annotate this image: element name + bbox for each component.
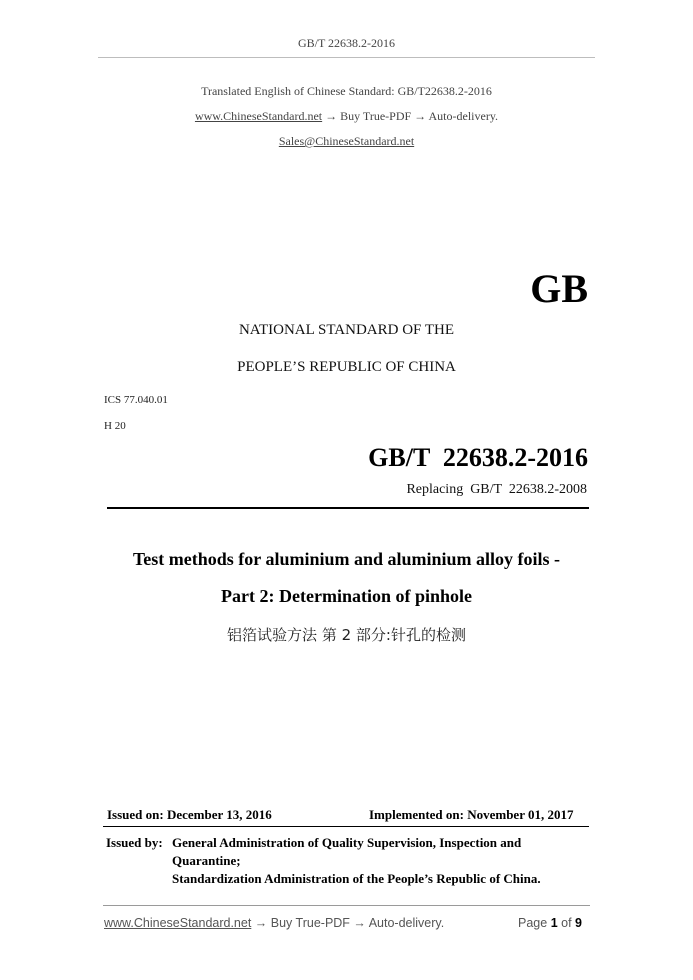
title-divider	[107, 507, 589, 509]
title-line-2: Part 2: Determination of pinhole	[221, 586, 472, 606]
replacing-note: Replacing GB/T 22638.2-2008	[406, 482, 587, 497]
issued-on-date: Issued on: December 13, 2016	[107, 807, 272, 822]
running-header-title: GB/T 22638.2-2016	[297, 36, 396, 50]
page-total: 9	[575, 916, 582, 930]
sales-email-line	[0, 134, 693, 149]
page-of: of	[561, 916, 572, 930]
issuer-line-1: General Administration of Quality Supervision, Inspection and	[172, 835, 522, 850]
ccs-code: H 20	[104, 420, 126, 432]
national-standard-line1: NATIONAL STANDARD OF THE	[238, 322, 455, 338]
title-chinese: 铝箔试验方法 第 2 部分:针孔的检测	[227, 626, 466, 644]
page-indicator	[518, 916, 582, 930]
footer-site-link[interactable]: www.ChineseStandard.net	[104, 916, 252, 930]
page-word: Page	[518, 916, 548, 930]
gb-mark: GB	[530, 266, 588, 311]
footer-divider	[103, 905, 590, 906]
issuer-line-2: Quarantine;	[172, 853, 241, 868]
title-line-1: Test methods for aluminium and aluminium alloy foils -	[132, 549, 561, 569]
standard-number: GB/T 22638.2-2016	[368, 443, 588, 472]
implemented-on-date: Implemented on: November 01, 2017	[369, 807, 574, 822]
translated-notice: Translated English of Chinese Standard: GB/T22638.2-2016	[201, 84, 492, 98]
national-standard-line2: PEOPLE’S REPUBLIC OF CHINA	[237, 359, 456, 375]
page-current: 1	[550, 916, 558, 930]
promo-tail-text: → Buy True-PDF → Auto-delivery.	[322, 109, 499, 123]
sales-email-link[interactable]: Sales@ChineseStandard.net	[278, 134, 415, 148]
footer-promo-tail: → Buy True-PDF → Auto-delivery.	[251, 916, 445, 930]
issuer-line-3: Standardization Administration of the People’s Republic of China.	[172, 871, 541, 886]
header-divider	[98, 57, 595, 58]
issued-by-label: Issued by:	[106, 835, 163, 850]
footer-promo	[104, 916, 444, 930]
issuers-list	[172, 834, 541, 888]
dates-divider	[103, 826, 589, 827]
promo-line	[0, 109, 693, 124]
ics-code: ICS 77.040.01	[104, 394, 168, 406]
chinesestandard-link[interactable]: www.ChineseStandard.net	[194, 109, 323, 123]
